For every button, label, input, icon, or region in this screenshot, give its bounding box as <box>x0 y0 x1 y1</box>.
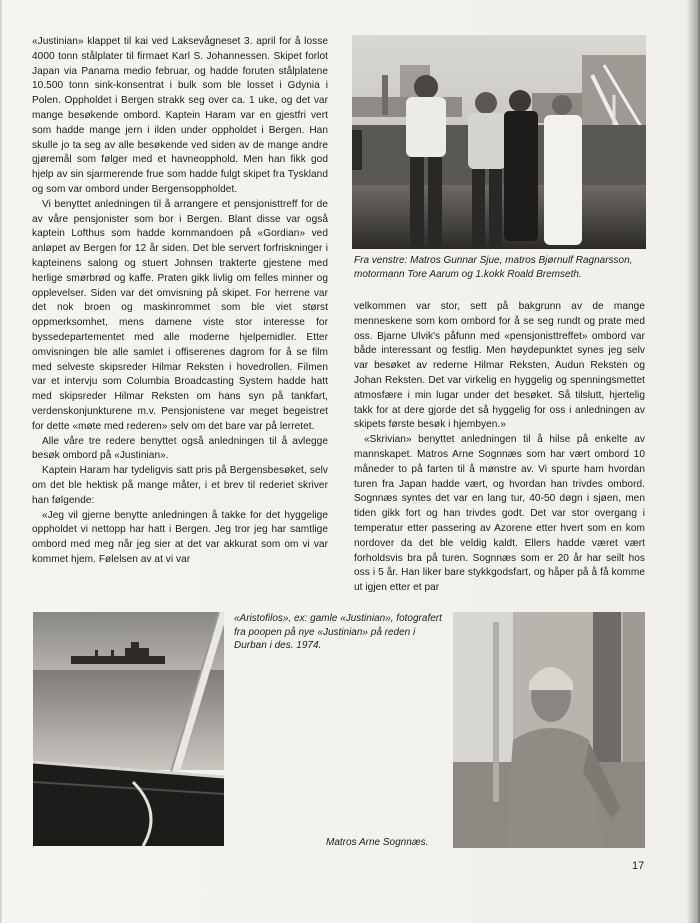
sailor-photo <box>453 612 645 848</box>
crew-photo-caption: Fra venstre: Matros Gunnar Sjue, matros Bjørnulf Ragnarsson, motormann Tore Aarum og 1.kokk Roald Bremseth. <box>354 255 633 280</box>
page-edge <box>0 0 2 923</box>
article-left-column <box>32 35 328 568</box>
paragraph: «Justinian» klappet til kai ved Laksevågneset 3. april for å losse 4000 tonn stålplater til firmaet Karl S. Johannessen. Skipet forlot Japan via Panama medio februar, og hadde foruten stålplatene 10.500 tonn sink-konsentrat i bulk som ble losset i Gdynia i Polen. Oppholdet i Bergen strakk seg over ca. 1 uke, og det var mange besøkende ombord. Kaptein Haram var en gjestfri vert som hadde mange jern i ilden under oppholdet i Bergen. Han skulle jo ta seg av alle besøkende ved siden av de mange andre gjøremål som følger med et havneopphold. Men han fikk god hjelp av sin sjarmerende frue som hadde fulgt skipet fra Tyskland og som var ombord under Bergensoppholdet. <box>32 36 328 195</box>
paragraph: «Skrivian» benyttet anledningen til å hilse på enkelte av mannskapet. Matros Arne Sognnæs som har vært ombord 10 måneder to på farten til å mønstre av. Vi spurte ham hvordan turen fra Japan hadde vært, og hvordan han trivdes ombord. Sognnæs syntes det var en lang tur, 40-50 døgn i sjøen, men tiden gikk fort og han trivdes godt. Det var stor overgang i temperatur etter passering av Azorene etter hvert som en kom nordover da det ble veldig kaldt. Ellers hadde været vært forholdsvis bra på turen. Sognnæs som er 20 år har seilt hos oss i 5 år. Han liker bare stykkgodsfart, og håper på å få komme ut igjen etter et par <box>354 434 645 594</box>
ship-photo <box>33 612 224 846</box>
paragraph: Kaptein Haram har tydeligvis satt pris på Bergensbesøket, selv om det ble hektisk på mange måter, i et brev til rederiet skriver han følgende: <box>32 465 328 506</box>
crew-photo <box>352 35 646 249</box>
page-number: 17 <box>632 860 645 872</box>
paragraph: Alle våre tre redere benyttet også anledningen til å avlegge besøk ombord på «Justinian». <box>32 435 328 462</box>
paragraph: Vi benyttet anledningen til å arrangere et pensjonisttreff for de av våre pensjonister som bor i Bergen. Blant disse var også kaptein Lofthus som hadde kommandoen på «Gordian» ved anløpet av Bergen for 12 år siden. Det ble servert forfriskninger i kapteinens salong og stuert Johnsen trakterte gjestene med herlige smørbrød og kaffe. Praten gikk livlig om felles minner og opplevelser. Siden var det omvisning på skipet. For herrene var det nok broen og maskinrommet som ble viet størst oppmerksomhet, mens damene viste stor interesse for byssedepartementet med alle moderne hjelpemidler. Etter omvisningen ble alle samlet i offiserenes dagrom for å se film med selveste skipsreder Hilmar Reksten i hovedrollen. Filmen var et intervju som Columbia Broadcasting System hadde hatt med skipsreder Hilmar Reksten om hans syn på tankfart, verdenskonjunkturene m.v. Pensjonistene var meget begeistret for dette «møte med rederen» selv om det bare var på lerretet. <box>32 198 328 432</box>
ship-photo-caption: «Aristofilos», ex: gamle «Justinian», fotografert fra poopen på nye «Justinian» på reden i Durban i des. 1974. <box>234 613 442 652</box>
paragraph: velkommen var stor, sett på bakgrunn av de mange menneskene som kom ombord for å se seg rundt og prate med oss. Bjarne Ulvik's påfunn med «pensjonisttreffet» ombord var både interessant og festlig. Men høydepunktet synes jeg selv var besøket av rederne Hilmar Reksten, Audun Reksten og Johan Reksten. Det var virkelig en hyggelig og spenningsmettet atmosfære i min lugar under det besøket. Så tilslutt, hjertelig takk for at dere gjorde det så hyggelig for oss i anledningen av skipets første besøk i hjembyen.» <box>354 301 645 431</box>
article-right-column <box>354 300 645 596</box>
page-binding-shadow <box>686 0 700 923</box>
paragraph: «Jeg vil gjerne benytte anledningen å takke for det hyggelige oppholdet vi nettopp har hatt i Bergen. Jeg tror jeg har samtlige ombord med meg når jeg sier at det var akkurat som om vi var kommet hjem. Følelsen av at vi var <box>32 509 328 565</box>
sailor-photo-caption: Matros Arne Sognnæs. <box>326 837 429 848</box>
